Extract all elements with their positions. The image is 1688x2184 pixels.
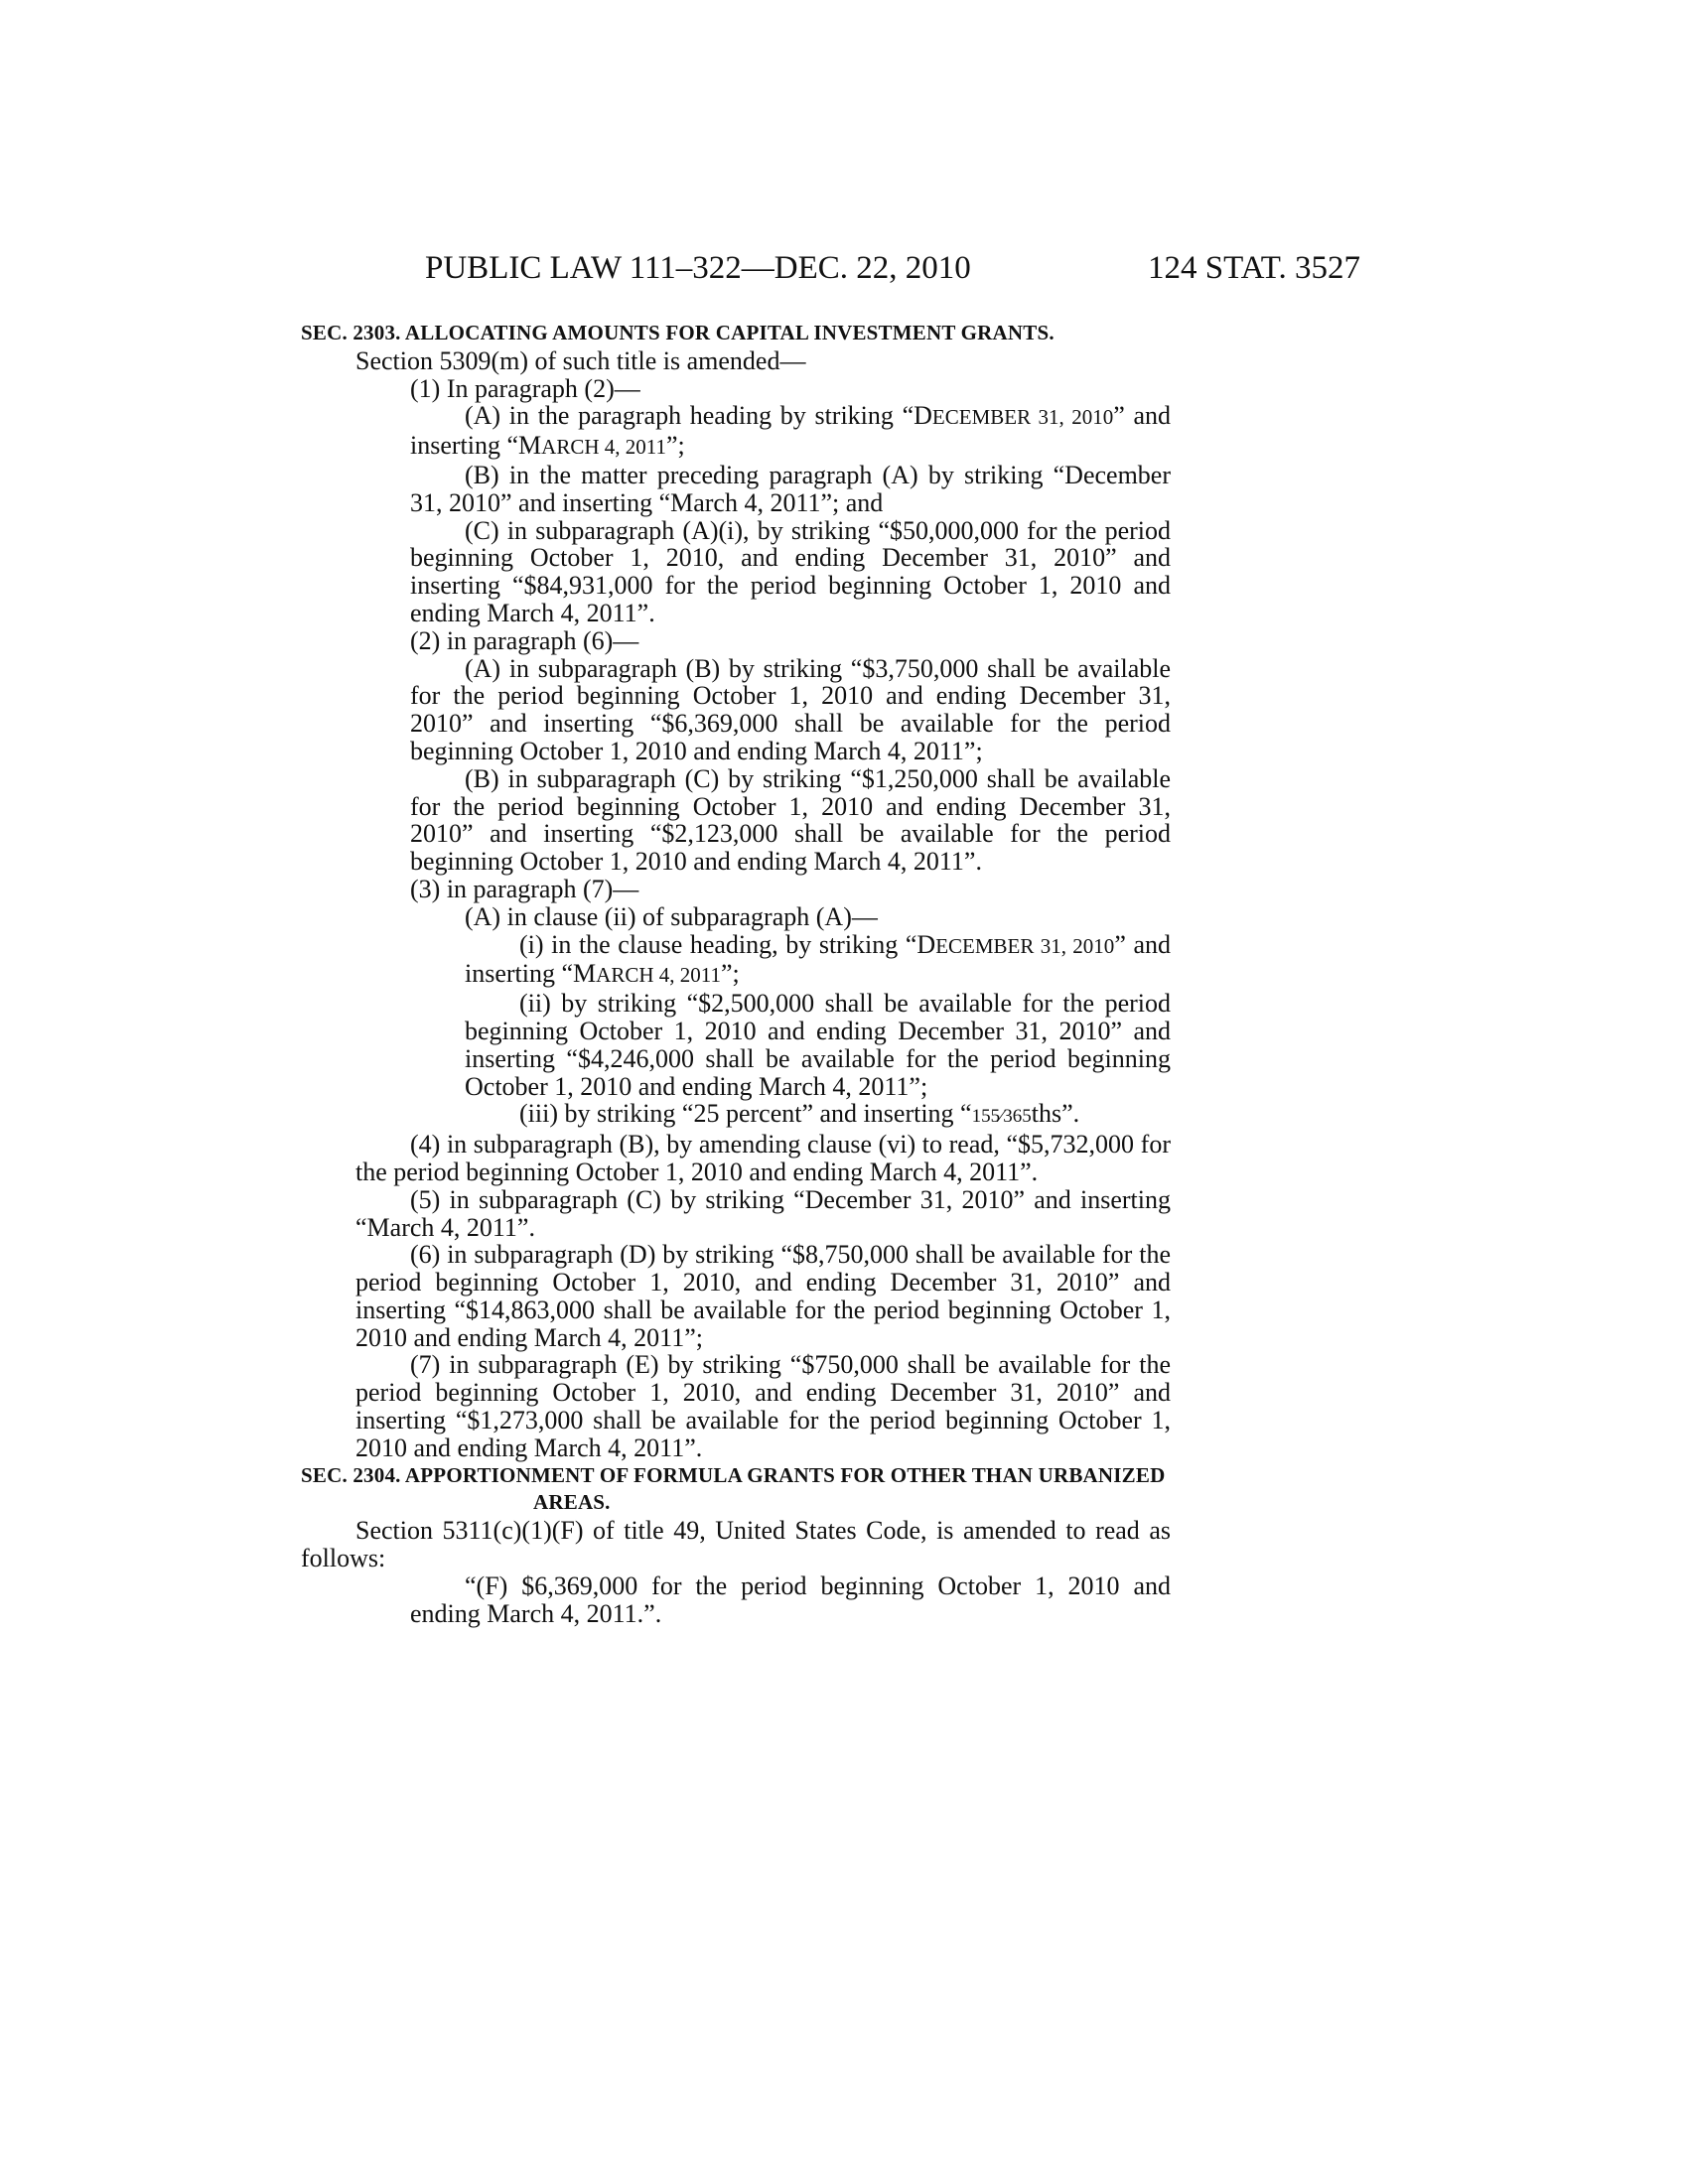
fraction: 155⁄365	[971, 1106, 1032, 1128]
document-body	[301, 320, 1171, 1627]
section-2304-intro: Section 5311(c)(1)(F) of title 49, United States Code, is amended to read as follows:	[301, 1516, 1171, 1573]
paragraph-2-a: (A) in subparagraph (B) by striking “$3,750,000 shall be available for the period beginning October 1, 2010 and ending December 31, 2010” and inserting “$6,369,000 shall be available for the period beginning October 1, 2010 and ending March 4, 2011”;	[410, 653, 1171, 765]
paragraph-2: (2) in paragraph (6)—	[410, 625, 639, 655]
paragraph-3: (3) in paragraph (7)—	[410, 874, 639, 903]
running-title: PUBLIC LAW 111–322—DEC. 22, 2010	[425, 250, 971, 286]
page-header	[298, 248, 1360, 288]
section-2304-quoted-text: “(F) $6,369,000 for the period beginning October 1, 2010 and ending March 4, 2011.”.	[410, 1570, 1171, 1628]
statute-page-number: 124 STAT. 3527	[1147, 250, 1360, 286]
paragraph-1-c: (C) in subparagraph (A)(i), by striking “$50,000,000 for the period beginning October 1, 2010, and ending December 31, 2010” and inserting “$84,931,000 for the period beginning October 1, 2010 and ending March 4, 2011”.	[410, 515, 1171, 627]
paragraph-1-a: (A) in the paragraph heading by striking “DECEMBER 31, 2010” and inserting “MARCH 4, 2011”;	[410, 401, 1171, 461]
paragraph-4: (4) in subparagraph (B), by amending clause (vi) to read, “$5,732,000 for the period beginning October 1, 2010 and ending March 4, 2011”.	[355, 1130, 1171, 1186]
paragraph-2-b: (B) in subparagraph (C) by striking “$1,250,000 shall be available for the period beginning October 1, 2010 and ending December 31, 2010” and inserting “$2,123,000 shall be available for the period beginning October 1, 2010 and ending March 4, 2011”.	[410, 763, 1171, 877]
clause-3-a-i: (i) in the clause heading, by striking “DECEMBER 31, 2010” and inserting “MARCH 4, 2011”;	[465, 929, 1171, 989]
paragraph-7: (7) in subparagraph (E) by striking “$750,000 shall be available for the period beginning October 1, 2010, and ending December 31, 2010” and inserting “$1,273,000 shall be available for the period beginning October 1, 2010 and ending March 4, 2011”.	[355, 1350, 1171, 1462]
section-2303-intro: Section 5309(m) of such title is amended—	[355, 345, 806, 375]
clause-3-a-iii: (iii) by striking “25 percent” and inserting “155⁄365ths”.	[519, 1099, 1080, 1129]
paragraph-1: (1) In paragraph (2)—	[410, 373, 640, 403]
paragraph-5: (5) in subparagraph (C) by striking “December 31, 2010” and inserting “March 4, 2011”.	[355, 1184, 1171, 1242]
paragraph-3-a: (A) in clause (ii) of subparagraph (A)—	[465, 901, 878, 931]
paragraph-1-b: (B) in the matter preceding paragraph (A) by striking “December 31, 2010” and inserting “March 4, 2011”; and	[410, 460, 1171, 517]
section-2304-heading: SEC. 2304. APPORTIONMENT OF FORMULA GRANTS FOR OTHER THAN URBANIZED AREAS.	[301, 1462, 1166, 1515]
paragraph-6: (6) in subparagraph (D) by striking “$8,750,000 shall be available for the period beginning October 1, 2010, and ending December 31, 2010” and inserting “$14,863,000 shall be available for the period beginning October 1, 2010 and ending March 4, 2011”;	[355, 1240, 1171, 1352]
section-2303-heading: SEC. 2303. ALLOCATING AMOUNTS FOR CAPITAL INVESTMENT GRANTS.	[301, 321, 1055, 344]
clause-3-a-ii: (ii) by striking “$2,500,000 shall be available for the period beginning October 1, 2010 and ending December 31, 2010” and inserting “$4,246,000 shall be available for the period beginning October 1, 2010 and ending March 4, 2011”;	[465, 989, 1171, 1101]
